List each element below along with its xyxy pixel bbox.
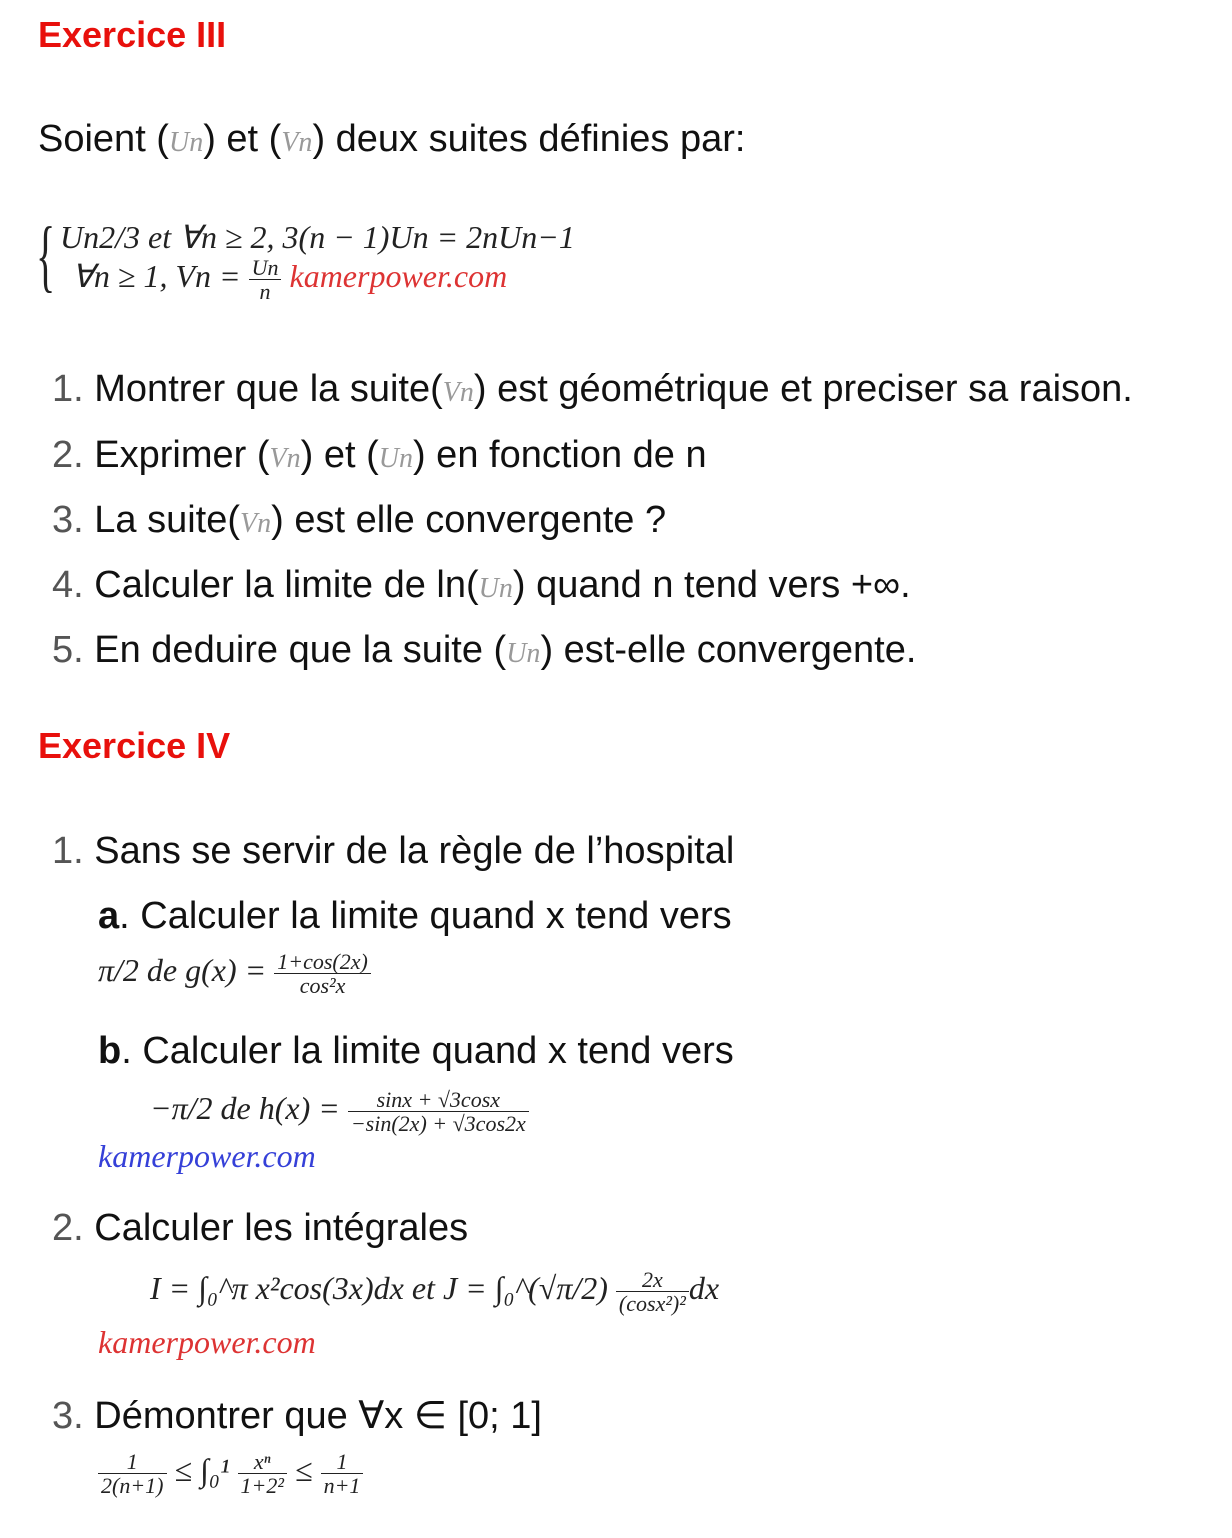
- question-1a-math: π/2 de g(x) = $\frac{1+\cos(2x)}{\text{cos²x}}$: [98, 950, 371, 997]
- list-item: 4. Calculer la limite de ln(Un) quand n tend vers +∞.: [52, 564, 911, 606]
- exercise-3-title: Exercice III: [38, 14, 227, 55]
- question-1b-math: −π/2 de h(x) = $\frac{\sin x + √3\cos x}{-\sin(2x) + √3\cos 2x}$: [150, 1088, 529, 1135]
- watermark-blue: kamerpower.com: [98, 1138, 316, 1174]
- question-2-math: I = ∫₀^π x²cos(3x)dx et J = ∫₀^(√π/2) $\frac{2x}{\text{(cosx²)²}}$ dx: [150, 1267, 720, 1317]
- system-line-1: Un2/3 et ∀n ≥ 2, 3(n − 1)Un = 2nUn−1: [60, 219, 575, 255]
- list-item: 3. La suite(Vn) est elle convergente ?: [52, 499, 667, 541]
- exercise-4-title: Exercice IV: [38, 725, 231, 766]
- question-1b: b. Calculer la limite quand x tend vers: [98, 1030, 734, 1072]
- list-item: 5. En deduire que la suite (Un) est-elle convergente.: [52, 629, 917, 671]
- question-1: 1. Sans se servir de la règle de l’hospital: [52, 830, 735, 872]
- watermark-red: kamerpower.com: [289, 257, 508, 294]
- watermark-red: kamerpower.com: [98, 1324, 316, 1360]
- system-brace: {: [36, 212, 56, 300]
- question-2: 2. Calculer les intégrales: [52, 1207, 469, 1249]
- list-item: 2. Exprimer (Vn) et (Un) en fonction de n: [52, 434, 707, 476]
- list-item: 1. Montrer que la suite(Vn) est géométrique et preciser sa raison.: [52, 368, 1133, 410]
- exercise-3-intro: Soient (Un) et (Vn) deux suites définies par:: [38, 118, 746, 160]
- question-1a: a. Calculer la limite quand x tend vers: [98, 895, 732, 937]
- question-3: 3. Démontrer que ∀x ∈ [0; 1]: [52, 1395, 542, 1437]
- question-3-math: $\frac{1}{2(n+1)}$ ≤ ∫₀¹ $\frac{\text{xⁿ}}{\text{1+2²}}$ ≤ $\frac{1}{n+1}$: [98, 1450, 363, 1497]
- vn-fraction: $\frac{Un}{n}$: [249, 256, 282, 303]
- system-line-2: ∀n ≥ 1, Vn = $\frac{Un}{n}$ kamerpower.com: [72, 255, 508, 305]
